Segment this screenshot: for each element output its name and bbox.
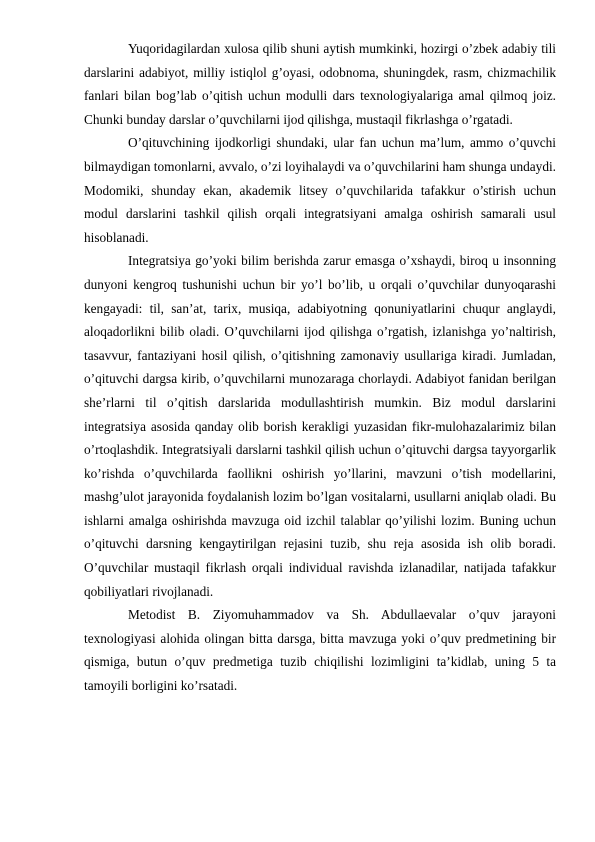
paragraph-3: Integratsiya go’yoki bilim berishda zarur emasga o’xshaydi, biroq u insonning dunyoni kengroq tushunishi uchun bir yo’l bo’lib, u orqali o’quvchilar dunyoqarashi kengayadi: til, san’at, tarix, musiqa, adabiyotning qonuniyatlarini chuqur anglaydi, aloqadorlikni bilib oladi. O’quvchilarni ijod qilishga o’rgatish, izlanishga yo’naltirish, tasavvur, fantaziyani hosil qilish, o’qitishning zamonaviy usullariga kiradi. Jumladan, o’qituvchi dargsa kirib, o’quvchilarni munozaraga chorlaydi. Adabiyot fanidan berilgan she’rlarni til o’qitish darslarida modullashtirish mumkin. Biz modul darslarini integratsiya asosida qanday olib borish kerakligi yuzasidan fikr-mulohazalarimiz bilan o’rtoqlashdik. Integratsiyali darslarni tashkil qilish uchun o’qituvchi dargsa tayyorgarlik ko’rishda o’quvchilarda faollikni oshirish yo’llarini, mavzuni o’tish modellarini, mashg’ulot jarayonida foydalanish lozim bo’lgan vositalarni, usullarni aniqlab oladi. Bu ishlarni amalga oshirishda mavzuga oid izchil talablar qo’yilishi lozim. Buning uchun o’qituvchi darsning kengaytirilgan rejasini tuzib, shu reja asosida ish olib boradi. O’quvchilar mustaqil fikrlash orqali individual ravishda izlanadilar, natijada tafakkur qobiliyatlari rivojlanadi. [84,253,556,599]
document-page [84,37,556,698]
paragraph-1: Yuqoridagilardan xulosa qilib shuni aytish mumkinki, hozirgi o’zbek adabiy tili darslarini adabiyot, milliy istiqlol g’oyasi, odobnoma, shuningdek, rasm, chizmachilik fanlari bilan bog’lab o’qitish uchun modulli dars texnologiyalariga amal qilmoq joiz. Chunki bunday darslar o’quvchilarni ijod qilishga, mustaqil fikrlashga o’rgatadi. [84,41,556,127]
paragraph-2: O’qituvchining ijodkorligi shundaki, ular fan uchun ma’lum, ammo o’quvchi bilmaydigan tomonlarni, avvalo, o’zi loyihalaydi va o’quvchilarini ham shunga undaydi. Modomiki, shunday ekan, akademik litsey o’quvchilarida tafakkur o’stirish uchun modul darslarini tashkil qilish orqali integratsiyani amalga oshirish samarali usul hisoblanadi. [84,135,556,245]
paragraph-4: Metodist B. Ziyomuhammadov va Sh. Abdullaevalar o’quv jarayoni texnologiyasi alohida olingan bitta darsga, bitta mavzuga yoki o’quv predmetining bir qismiga, butun o’quv predmetiga tuzib chiqilishi lozimligini ta’kidlab, uning 5 ta tamoyili borligini ko’rsatadi. [84,607,556,694]
